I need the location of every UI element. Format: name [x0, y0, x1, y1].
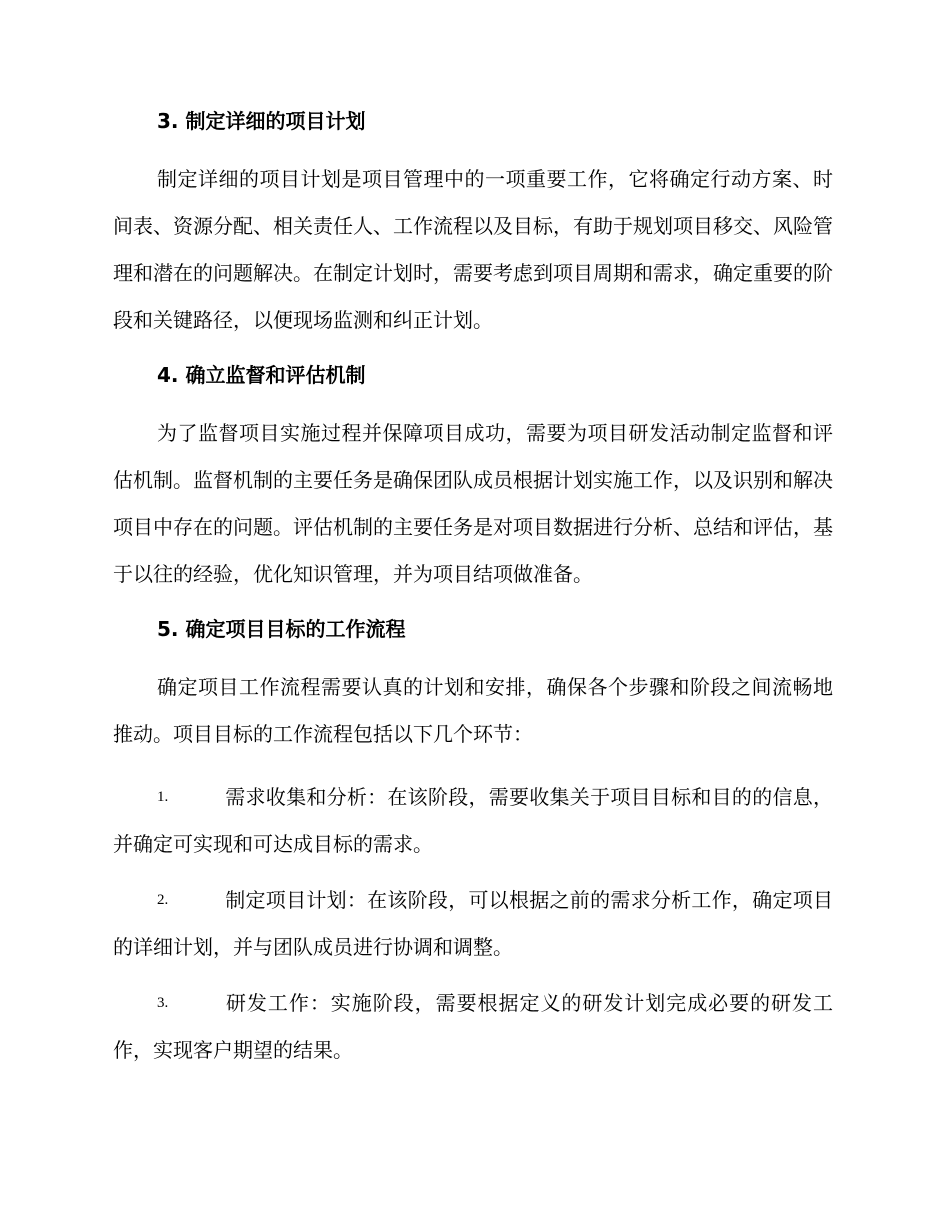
list-item [113, 877, 833, 971]
list-item-text: 制定项目计划：在该阶段，可以根据之前的需求分析工作，确定项目的详细计划，并与团队成员进行协调和调整。 [113, 888, 833, 959]
list-item-text: 需求收集和分析：在该阶段，需要收集关于项目目标和目的的信息，并确定可实现和可达成目标的需求。 [113, 785, 833, 856]
list-item-number: 3. [157, 995, 169, 1011]
section-paragraph-4: 为了监督项目实施过程并保障项目成功，需要为项目研发活动制定监督和评估机制。监督机制的主要任务是确保团队成员根据计划实施工作，以及识别和解决项目中存在的问题。评估机制的主要任务是对项目数据进行分析、总结和评估，基于以往的经验，优化知识管理，并为项目结项做准备。 [113, 421, 833, 586]
list-item-number: 2. [157, 892, 169, 908]
document-body [113, 106, 833, 1083]
list-item [113, 980, 833, 1074]
list-item-text: 研发工作：实施阶段，需要根据定义的研发计划完成必要的研发工作，实现客户期望的结果。 [113, 991, 833, 1062]
list-item [113, 774, 833, 868]
section-paragraph-5: 确定项目工作流程需要认真的计划和安排，确保各个步骤和阶段之间流畅地推动。项目目标的工作流程包括以下几个环节： [113, 675, 833, 746]
section-heading-4: 4. 确立监督和评估机制 [157, 363, 366, 387]
list-item-number: 1. [157, 789, 169, 805]
section-paragraph-3: 制定详细的项目计划是项目管理中的一项重要工作，它将确定行动方案、时间表、资源分配、相关责任人、工作流程以及目标，有助于规划项目移交、风险管理和潜在的问题解决。在制定计划时，需要考虑到项目周期和需求，确定重要的阶段和关键路径，以便现场监测和纠正计划。 [113, 167, 833, 332]
section-heading-5: 5. 确定项目目标的工作流程 [157, 617, 406, 641]
section-heading-3: 3. 制定详细的项目计划 [157, 109, 366, 133]
